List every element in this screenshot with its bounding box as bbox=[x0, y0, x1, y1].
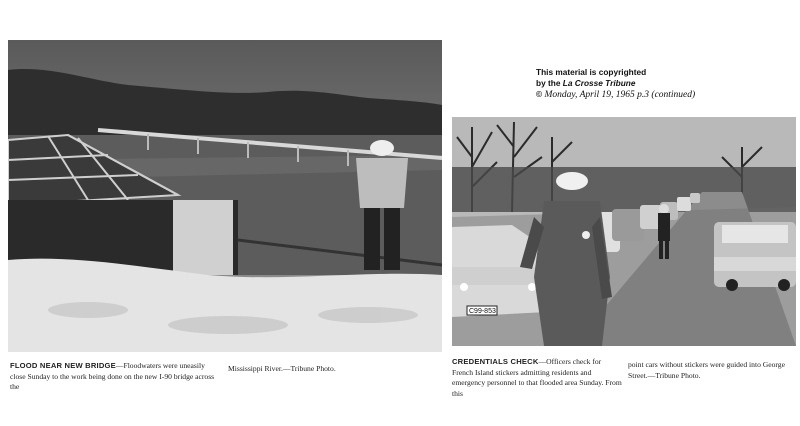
handwritten-date-note: Monday, April 19, 1965 p.3 (continued) bbox=[544, 90, 696, 100]
pier-face bbox=[173, 200, 233, 275]
copyright-line-1: This material is copyrighted bbox=[536, 67, 647, 77]
flood-bridge-photo-drawing bbox=[8, 40, 442, 352]
copyright-by: by the bbox=[536, 78, 563, 88]
caption-body: —Officers check for French Island stickers admitting residents and emergency personnel to that flooded area Sunday. From this bbox=[452, 357, 622, 398]
caption-headline: FLOOD NEAR NEW BRIDGE bbox=[10, 361, 116, 370]
credentials-check-caption-continued: point cars without stickers were guided into George Street.—Tribune Photo. bbox=[628, 360, 785, 380]
copyright-source: La Crosse Tribune bbox=[562, 78, 636, 88]
flood-bridge-photo bbox=[8, 40, 442, 352]
copyright-notice bbox=[536, 67, 716, 101]
credentials-check-caption bbox=[452, 357, 622, 399]
caption-body: —Floodwaters were uneasily close Sunday to the work being done on the new I-90 bridge across the bbox=[10, 361, 215, 391]
flood-bridge-caption-continued: Mississippi River.—Tribune Photo. bbox=[228, 364, 336, 373]
car-right bbox=[714, 222, 796, 291]
flood-bridge-caption bbox=[10, 361, 220, 393]
credentials-check-photo-drawing bbox=[452, 117, 796, 346]
caption-headline: CREDENTIALS CHECK bbox=[452, 357, 539, 366]
credentials-check-photo bbox=[452, 117, 796, 346]
license-plate: C99-853 bbox=[469, 308, 496, 315]
copyright-line-2 bbox=[536, 78, 716, 89]
copyright-symbol: © bbox=[536, 89, 543, 99]
copyright-line-3 bbox=[536, 89, 716, 101]
